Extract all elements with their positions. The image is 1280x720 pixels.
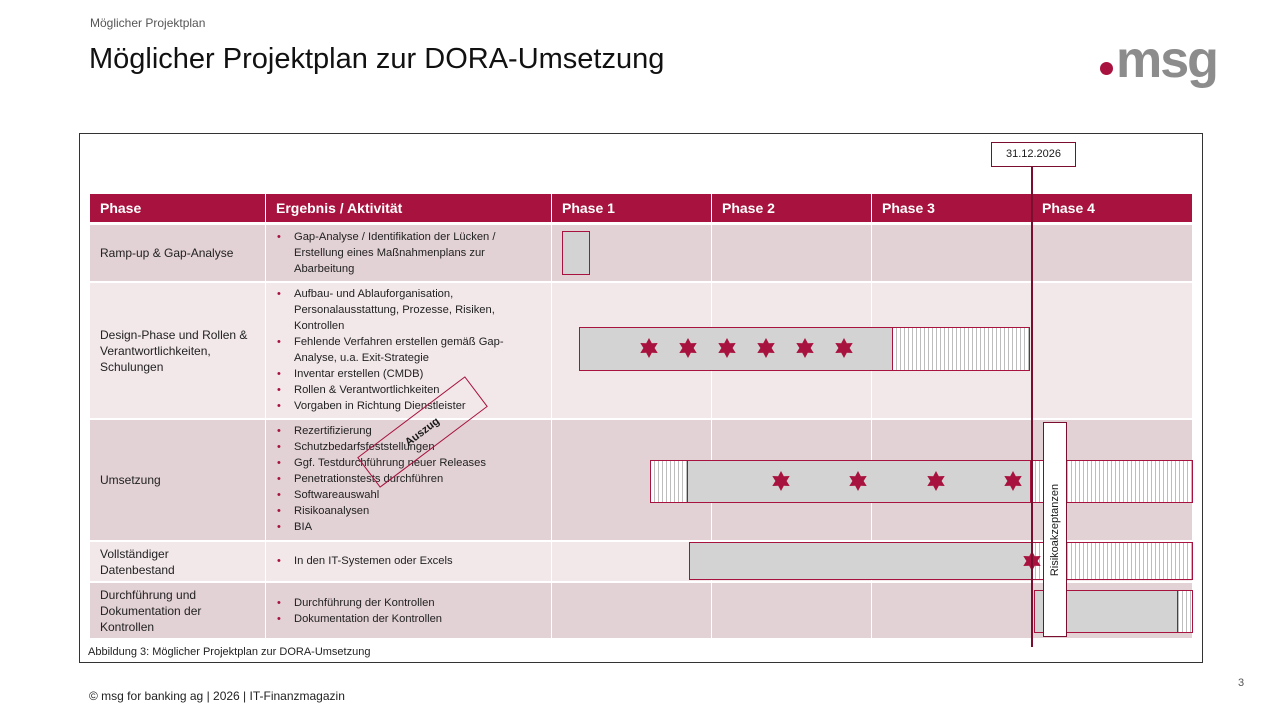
logo-dot-icon [1100,62,1113,75]
milestone-star-icon [1002,470,1024,492]
list-item: • Gap-Analyse / Identifikation der Lücken / Erstellung eines Maßnahmenplans zur Abarbeitung [273,229,535,277]
gantt-bar-design-extension [892,327,1030,371]
list-item: • Durchführung der Kontrollen [273,595,538,611]
row-label-datenbestand: Vollständiger Datenbestand [100,546,175,577]
deadline-label: 31.12.2026 [991,142,1076,167]
milestone-star-icon [847,470,869,492]
milestone-star-icon [755,337,777,359]
table-cell [712,225,871,281]
list-item: • BIA [273,519,538,535]
list-item: • Risikoanalysen [273,503,538,519]
deadline-line [1031,166,1033,647]
msg-logo [1096,31,1248,92]
row-label-kontrollen: Durchführung und Dokumentation der Kontrollen [100,587,202,634]
table-cell [872,225,1031,281]
list-item: • Penetrationstests durchführen [273,471,538,487]
stamp-label: Auszug [403,415,442,449]
figure-caption: Abbildung 3: Möglicher Projektplan zur DORA-Umsetzung [88,646,371,658]
table-cell [1032,283,1192,418]
risk-acceptance-box [1043,422,1067,637]
activity-list-kontrollen [273,595,538,627]
table-cell [872,583,1031,638]
list-item: • Aufbau- und Ablauforganisation, Personalausstattung, Prozesse, Risiken, Kontrollen [273,286,538,334]
activity-list-ramp-up [273,229,535,277]
table-cell [552,583,711,638]
gantt-bar-umsetzung-lead [650,460,688,503]
breadcrumb: Möglicher Projektplan [90,16,206,30]
row-label-umsetzung: Umsetzung [100,473,161,487]
list-item: • Dokumentation der Kontrollen [273,611,538,627]
list-item: • Ggf. Testdurchführung neuer Releases [273,455,538,471]
table-cell [1032,225,1192,281]
page-number: 3 [1238,677,1245,689]
risk-acceptance-label: Risikoakzeptanzen [1049,483,1061,576]
list-item: • Fehlende Verfahren erstellen gemäß Gap-Analyse, u.a. Exit-Strategie [273,334,538,366]
list-item: • In den IT-Systemen oder Excels [273,553,538,569]
milestone-star-icon [638,337,660,359]
row-label-ramp-up: Ramp-up & Gap-Analyse [100,246,234,260]
list-item: • Rezertifizierung [273,423,538,439]
page-title: Möglicher Projektplan zur DORA-Umsetzung [89,43,665,75]
row-label-design: Design-Phase und Rollen & Verantwortlichkeiten, Schulungen [100,327,248,374]
table-cell [712,583,871,638]
activity-list-datenbestand [273,553,538,569]
header-phase-3: Phase 3 [872,194,1031,222]
header-phase-1: Phase 1 [552,194,711,222]
milestone-star-icon [770,470,792,492]
table-cell [552,542,711,581]
milestone-star-icon [833,337,855,359]
gantt-bar-ramp-up [562,231,590,275]
gantt-bar-datenbestand [689,542,1032,580]
list-item: • Inventar erstellen (CMDB) [273,366,538,382]
header-phase: Phase [90,194,265,222]
footer-text: © msg for banking ag | 2026 | IT-Finanzmagazin [89,689,345,703]
milestone-star-icon [794,337,816,359]
list-item: • Softwareauswahl [273,487,538,503]
header-phase-4: Phase 4 [1032,194,1192,222]
milestone-star-icon [677,337,699,359]
activity-list-design [273,286,538,414]
list-item: • Schutzbedarfsfeststellungen [273,439,538,455]
logo-text: msg [1116,31,1217,89]
milestone-star-icon [716,337,738,359]
list-item: • Rollen & Verantwortlichkeiten [273,382,538,398]
header-activity: Ergebnis / Aktivität [266,194,551,222]
header-phase-2: Phase 2 [712,194,871,222]
list-item: • Vorgaben in Richtung Dienstleister [273,398,538,414]
milestone-star-icon [925,470,947,492]
